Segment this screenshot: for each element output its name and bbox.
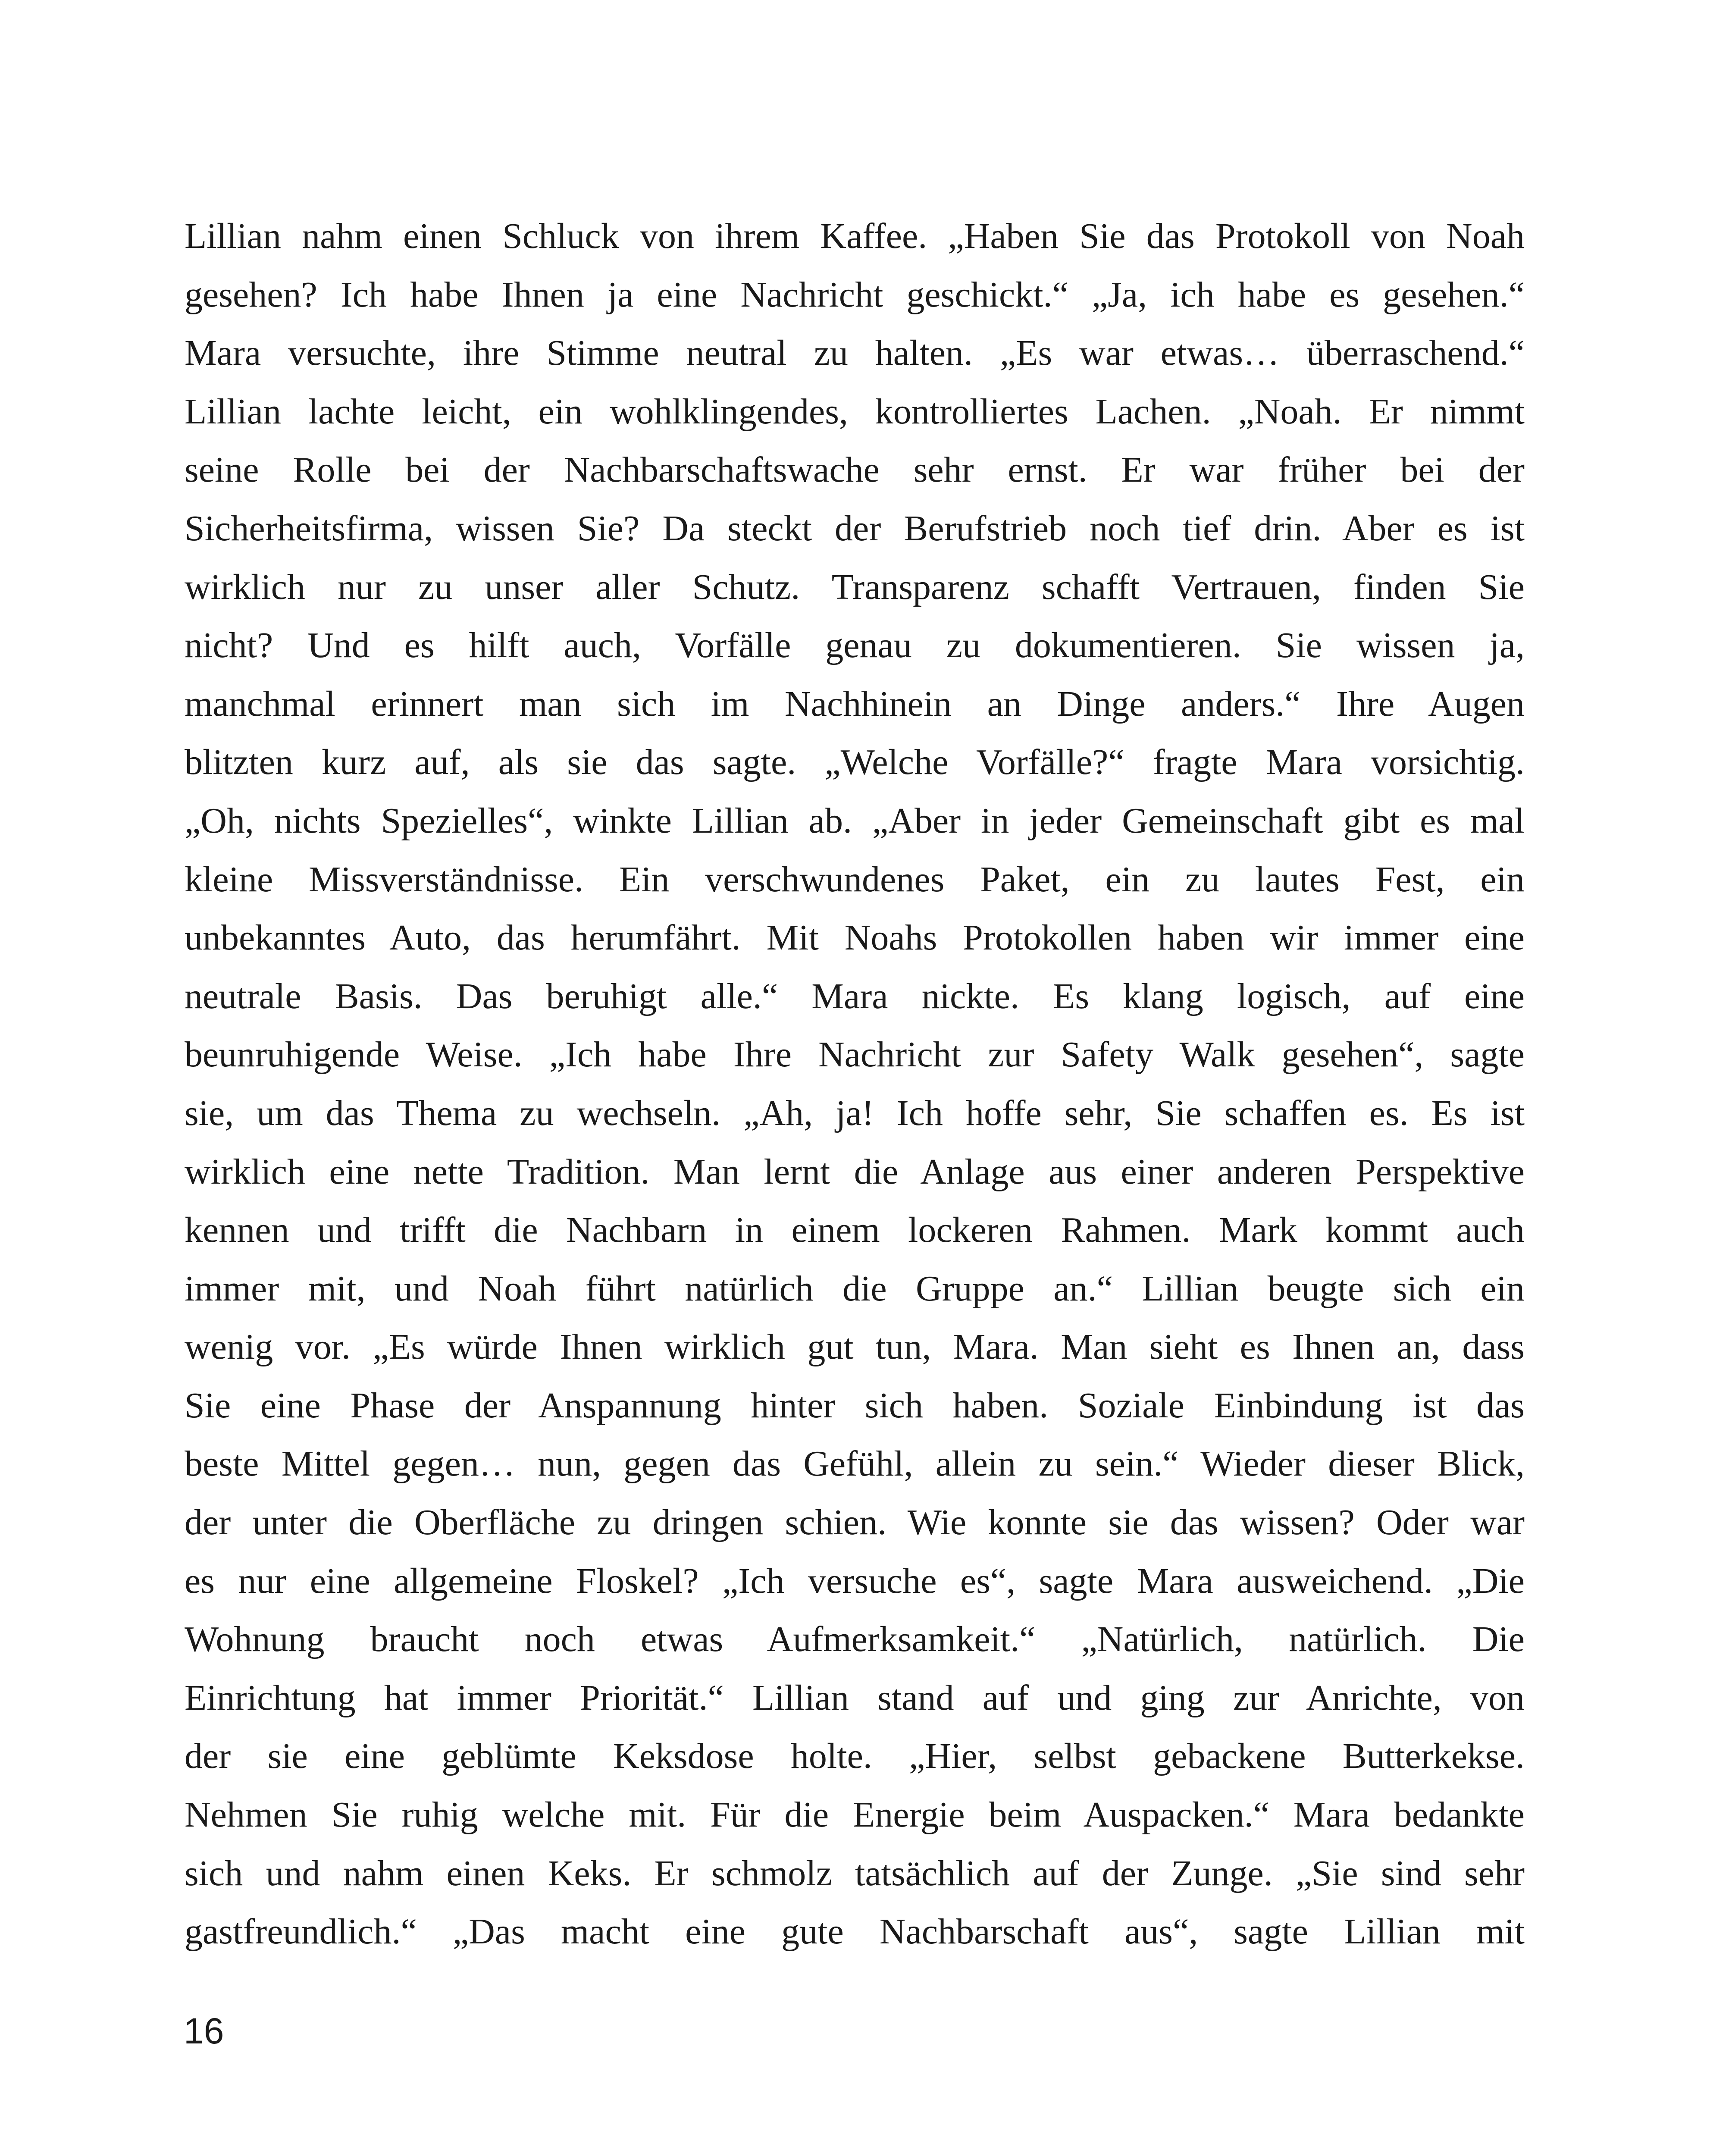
text-line: blitzten kurz auf, als sie das sagte. „Welche Vorfälle?“ fragte Mara vorsichtig.	[185, 742, 1525, 783]
text-line: manchmal erinnert man sich im Nachhinein an Dinge anders.“ Ihre Augen	[185, 683, 1525, 724]
text-line: seine Rolle bei der Nachbarschaftswache sehr ernst. Er war früher bei der	[185, 450, 1525, 490]
text-line: der sie eine geblümte Keksdose holte. „Hier, selbst gebackene Butterkekse.	[185, 1736, 1525, 1777]
text-line: „Oh, nichts Spezielles“, winkte Lillian ab. „Aber in jeder Gemeinschaft gibt es mal	[185, 800, 1525, 841]
text-line: Lillian nahm einen Schluck von ihrem Kaffee. „Haben Sie das Protokoll von Noah	[185, 216, 1525, 256]
text-line: beunruhigende Weise. „Ich habe Ihre Nachricht zur Safety Walk gesehen“, sagte	[185, 1034, 1525, 1075]
text-line: wirklich nur zu unser aller Schutz. Transparenz schafft Vertrauen, finden Sie	[185, 567, 1525, 607]
text-line: kleine Missverständnisse. Ein verschwundenes Paket, ein zu lautes Fest, ein	[185, 859, 1525, 899]
page-number: 16	[184, 2011, 224, 2051]
text-line: der unter die Oberfläche zu dringen schien. Wie konnte sie das wissen? Oder war	[185, 1502, 1525, 1543]
text-line: wenig vor. „Es würde Ihnen wirklich gut tun, Mara. Man sieht es Ihnen an, dass	[185, 1327, 1525, 1367]
text-line: immer mit, und Noah führt natürlich die Gruppe an.“ Lillian beugte sich ein	[185, 1268, 1525, 1309]
text-line: kennen und trifft die Nachbarn in einem lockeren Rahmen. Mark kommt auch	[185, 1210, 1525, 1250]
text-line: Mara versuchte, ihre Stimme neutral zu halten. „Es war etwas… überraschend.“	[185, 333, 1525, 373]
text-line: wirklich eine nette Tradition. Man lernt die Anlage aus einer anderen Perspektive	[185, 1151, 1525, 1192]
text-line: sie, um das Thema zu wechseln. „Ah, ja! Ich hoffe sehr, Sie schaffen es. Es ist	[185, 1093, 1525, 1133]
text-line: Lillian lachte leicht, ein wohlklingendes, kontrolliertes Lachen. „Noah. Er nimmt	[185, 391, 1525, 432]
text-line: Sicherheitsfirma, wissen Sie? Da steckt der Berufstrieb noch tief drin. Aber es ist	[185, 508, 1525, 548]
text-line: sich und nahm einen Keks. Er schmolz tatsächlich auf der Zunge. „Sie sind sehr	[185, 1853, 1525, 1893]
text-line: Wohnung braucht noch etwas Aufmerksamkeit.“ „Natürlich, natürlich. Die	[185, 1619, 1525, 1660]
text-line: Nehmen Sie ruhig welche mit. Für die Energie beim Auspacken.“ Mara bedankte	[185, 1795, 1525, 1835]
text-line: gesehen? Ich habe Ihnen ja eine Nachricht geschickt.“ „Ja, ich habe es gesehen.“	[185, 274, 1525, 315]
text-line: es nur eine allgemeine Floskel? „Ich versuche es“, sagte Mara ausweichend. „Die	[185, 1561, 1525, 1601]
text-line: nicht? Und es hilft auch, Vorfälle genau zu dokumentieren. Sie wissen ja,	[185, 625, 1525, 666]
body-text	[185, 207, 1525, 1961]
text-line: gastfreundlich.“ „Das macht eine gute Nachbarschaft aus“, sagte Lillian mit	[185, 1912, 1525, 1952]
text-line: unbekanntes Auto, das herumfährt. Mit Noahs Protokollen haben wir immer eine	[185, 918, 1525, 958]
text-line: Sie eine Phase der Anspannung hinter sich haben. Soziale Einbindung ist das	[185, 1385, 1525, 1426]
text-line: beste Mittel gegen… nun, gegen das Gefühl, allein zu sein.“ Wieder dieser Blick,	[185, 1444, 1525, 1484]
text-line: Einrichtung hat immer Priorität.“ Lillian stand auf und ging zur Anrichte, von	[185, 1677, 1525, 1718]
text-line: neutrale Basis. Das beruhigt alle.“ Mara nickte. Es klang logisch, auf eine	[185, 976, 1525, 1016]
